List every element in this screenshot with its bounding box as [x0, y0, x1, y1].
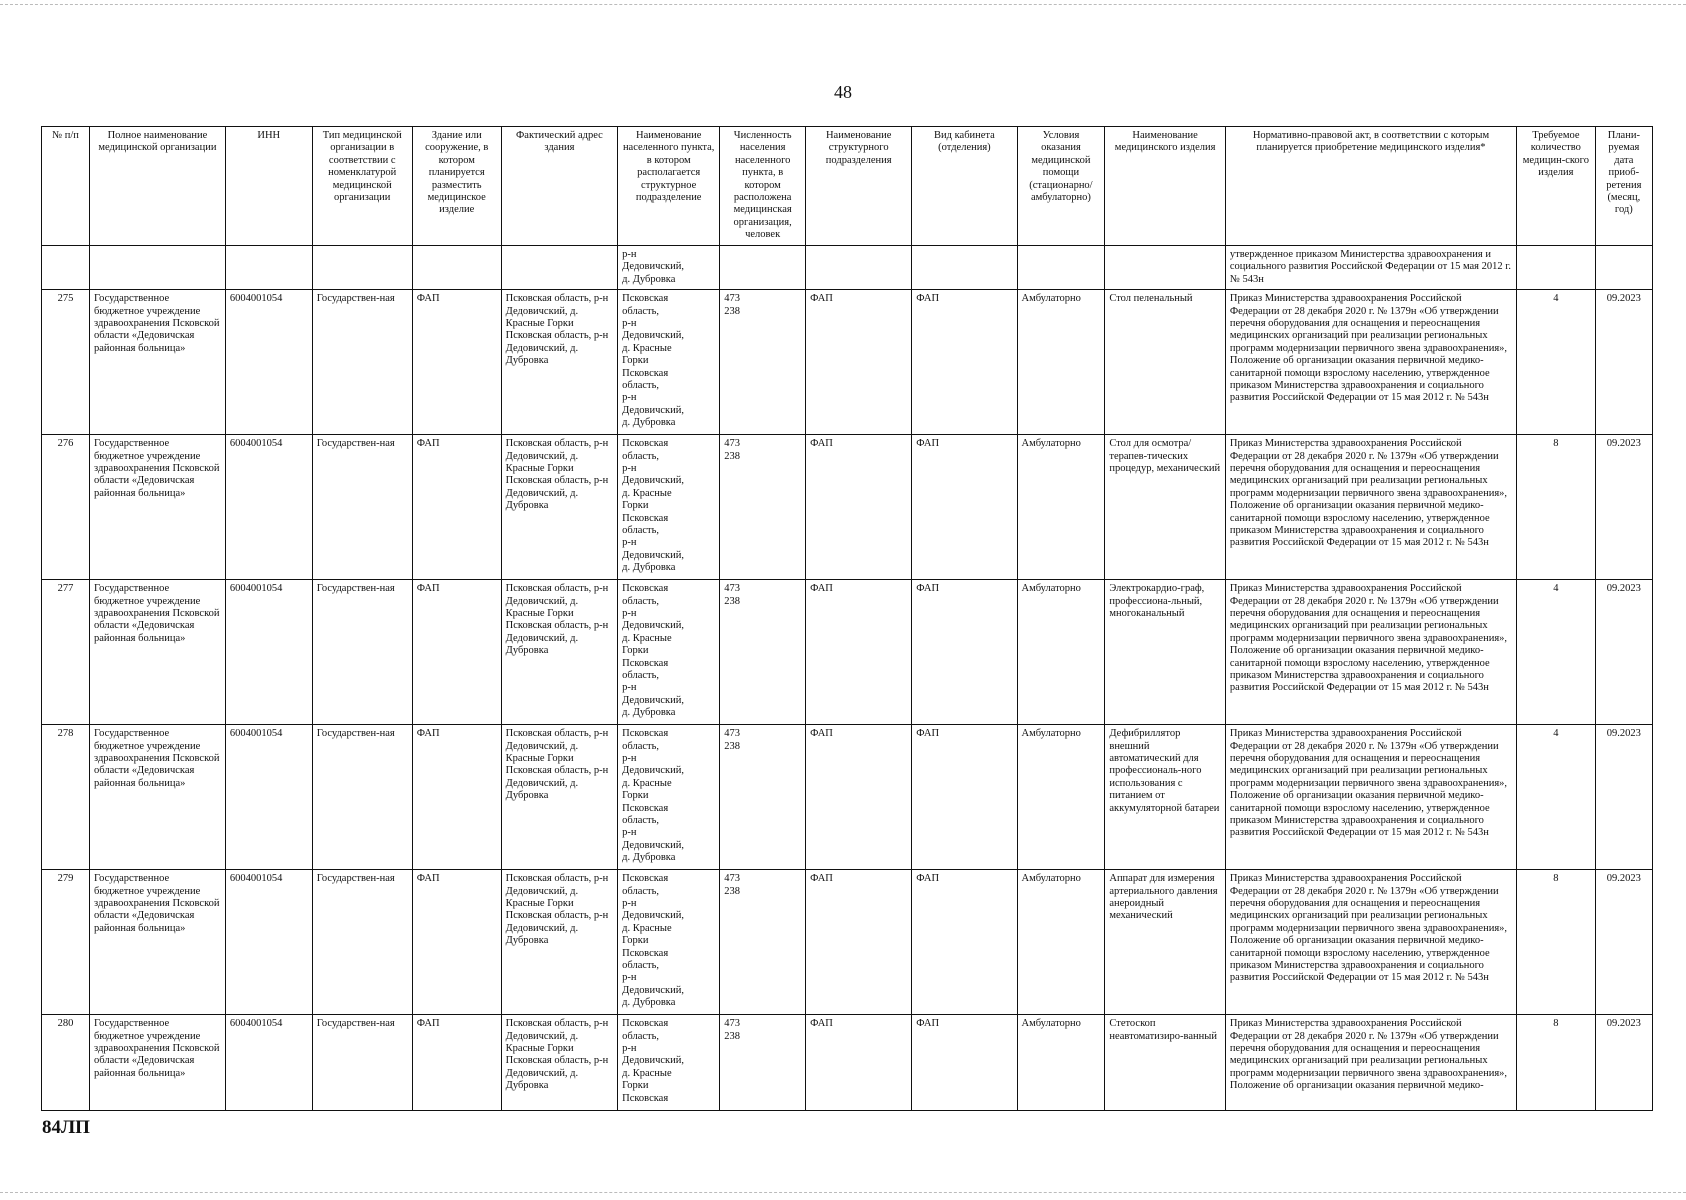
population-cell: 473 238: [720, 290, 806, 435]
legal-act-cell: Приказ Министерства здравоохранения Российской Федерации от 28 декабря 2020 г. № 1379н «Об утверждении перечня оборудования для оснащения и переоснащения медицинских организаций при реализации региональных программ модернизации первичного звена здравоохранения», Положение об организации оказания первичной медико-санитарной помощи взрослому населению, утвержденное приказом Министерства здравоохранения и социального развития Российской Федерации от 15 мая 2012 г. № 543н: [1225, 580, 1516, 725]
table-cell: [90, 246, 226, 290]
date-cell: 09.2023: [1595, 725, 1652, 870]
address-cell: Псковская область, р-н Дедовичский, д. Красные Горки Псковская область, р-н Дедовичский, д. Дубровка: [501, 1015, 617, 1111]
address-cell: Псковская область, р-н Дедовичский, д. Красные Горки Псковская область, р-н Дедовичский, д. Дубровка: [501, 290, 617, 435]
inn-cell: 6004001054: [225, 1015, 312, 1111]
unit-cell: ФАП: [806, 870, 912, 1015]
document-code: 84ЛП: [42, 1117, 90, 1138]
table-row: [42, 1015, 1653, 1111]
table-cell: [720, 246, 806, 290]
population-cell: 473 238: [720, 1015, 806, 1111]
header-cell: ИНН: [225, 127, 312, 246]
table-cell: [1017, 246, 1105, 290]
population-cell: 473 238: [720, 435, 806, 580]
date-cell: 09.2023: [1595, 435, 1652, 580]
legal-act-cell: Приказ Министерства здравоохранения Российской Федерации от 28 декабря 2020 г. № 1379н «Об утверждении перечня оборудования для оснащения и переоснащения медицинских организаций при реализации региональных программ модернизации первичного звена здравоохранения», Положение об организации оказания первичной медико-: [1225, 1015, 1516, 1111]
date-cell: 09.2023: [1595, 1015, 1652, 1111]
legal-act-cell: Приказ Министерства здравоохранения Российской Федерации от 28 декабря 2020 г. № 1379н «Об утверждении перечня оборудования для оснащения и переоснащения медицинских организаций при реализации региональных программ модернизации первичного звена здравоохранения», Положение об организации оказания первичной медико-санитарной помощи взрослому населению, утвержденное приказом Министерства здравоохранения и социального развития Российской Федерации от 15 мая 2012 г. № 543н: [1225, 435, 1516, 580]
table-row: [42, 870, 1653, 1015]
table-cell: [42, 246, 90, 290]
scan-edge-top: [0, 4, 1686, 5]
settlement-cell: Псковская область, р-н Дедовичский, д. Красные Горки Псковская: [618, 1015, 720, 1111]
building-cell: ФАП: [412, 725, 501, 870]
legal-act-cell: Приказ Министерства здравоохранения Российской Федерации от 28 декабря 2020 г. № 1379н «Об утверждении перечня оборудования для оснащения и переоснащения медицинских организаций при реализации региональных программ модернизации первичного звена здравоохранения», Положение об организации оказания первичной медико-санитарной помощи взрослому населению, утвержденное приказом Министерства здравоохранения и социального развития Российской Федерации от 15 мая 2012 г. № 543н: [1225, 870, 1516, 1015]
address-cell: Псковская область, р-н Дедовичский, д. Красные Горки Псковская область, р-н Дедовичский, д. Дубровка: [501, 580, 617, 725]
settlement-cell: Псковская область, р-н Дедовичский, д. Красные Горки Псковская область, р-н Дедовичский, д. Дубровка: [618, 725, 720, 870]
page-number: 48: [834, 82, 852, 102]
header-cell: Наименование структурного подразделения: [806, 127, 912, 246]
device-name-cell: Стол пеленальный: [1105, 290, 1226, 435]
table-cell: [312, 246, 412, 290]
device-name-cell: Стол для осмотра/терапев-тических процедур, механический: [1105, 435, 1226, 580]
header-cell: Тип медицинской организации в соответствии с номенклатурой медицинской организации: [312, 127, 412, 246]
table-cell: [1595, 246, 1652, 290]
table-cell: [501, 246, 617, 290]
org-type-cell: Государствен-ная: [312, 870, 412, 1015]
org-type-cell: Государствен-ная: [312, 1015, 412, 1111]
table-cell: [1105, 246, 1226, 290]
org-type-cell: Государствен-ная: [312, 435, 412, 580]
settlement-cell: Псковская область, р-н Дедовичский, д. Красные Горки Псковская область, р-н Дедовичский, д. Дубровка: [618, 580, 720, 725]
conditions-cell: Амбулаторно: [1017, 1015, 1105, 1111]
table-row: [42, 725, 1653, 870]
address-cell: Псковская область, р-н Дедовичский, д. Красные Горки Псковская область, р-н Дедовичский, д. Дубровка: [501, 725, 617, 870]
unit-cell: ФАП: [806, 1015, 912, 1111]
header-row: [42, 127, 1653, 246]
device-name-cell: Электрокардио-граф, профессиона-льный, многоканальный: [1105, 580, 1226, 725]
inn-cell: 6004001054: [225, 580, 312, 725]
legal-act-cell: утвержденное приказом Министерства здравоохранения и социального развития Российской Федерации от 15 мая 2012 г. № 543н: [1225, 246, 1516, 290]
device-name-cell: Дефибриллятор внешний автоматический для профессиональ-ного использования с питанием от аккумуляторной батареи: [1105, 725, 1226, 870]
unit-cell: ФАП: [806, 435, 912, 580]
row-number: 278: [42, 725, 90, 870]
header-cell: Наименование населенного пункта, в котором располагается структурное подразделение: [618, 127, 720, 246]
table-row: [42, 580, 1653, 725]
header-cell: Вид кабинета (отделения): [912, 127, 1017, 246]
legal-act-cell: Приказ Министерства здравоохранения Российской Федерации от 28 декабря 2020 г. № 1379н «Об утверждении перечня оборудования для оснащения и переоснащения медицинских организаций при реализации региональных программ модернизации первичного звена здравоохранения», Положение об организации оказания первичной медико-санитарной помощи взрослому населению, утвержденное приказом Министерства здравоохранения и социального развития Российской Федерации от 15 мая 2012 г. № 543н: [1225, 725, 1516, 870]
device-name-cell: Стетоскоп неавтоматизиро-ванный: [1105, 1015, 1226, 1111]
table-cell: [806, 246, 912, 290]
settlement-cell: Псковская область, р-н Дедовичский, д. Красные Горки Псковская область, р-н Дедовичский, д. Дубровка: [618, 435, 720, 580]
table-cell: [225, 246, 312, 290]
building-cell: ФАП: [412, 290, 501, 435]
header-cell: Здание или сооружение, в котором планируется разместить медицинское изделие: [412, 127, 501, 246]
org-type-cell: Государствен-ная: [312, 290, 412, 435]
legal-act-cell: Приказ Министерства здравоохранения Российской Федерации от 28 декабря 2020 г. № 1379н «Об утверждении перечня оборудования для оснащения и переоснащения медицинских организаций при реализации региональных программ модернизации первичного звена здравоохранения», Положение об организации оказания первичной медико-санитарной помощи взрослому населению, утвержденное приказом Министерства здравоохранения и социального развития Российской Федерации от 15 мая 2012 г. № 543н: [1225, 290, 1516, 435]
settlement-cell: Псковская область, р-н Дедовичский, д. Красные Горки Псковская область, р-н Дедовичский, д. Дубровка: [618, 290, 720, 435]
conditions-cell: Амбулаторно: [1017, 435, 1105, 580]
address-cell: Псковская область, р-н Дедовичский, д. Красные Горки Псковская область, р-н Дедовичский, д. Дубровка: [501, 870, 617, 1015]
organization-name: Государственное бюджетное учреждение здравоохранения Псковской области «Дедовичская районная больница»: [90, 725, 226, 870]
conditions-cell: Амбулаторно: [1017, 290, 1105, 435]
device-name-cell: Аппарат для измерения артериального давления анероидный механический: [1105, 870, 1226, 1015]
conditions-cell: Амбулаторно: [1017, 870, 1105, 1015]
population-cell: 473 238: [720, 580, 806, 725]
building-cell: ФАП: [412, 870, 501, 1015]
header-cell: Нормативно-правовой акт, в соответствии с которым планируется приобретение медицинского изделия*: [1225, 127, 1516, 246]
cabinet-cell: ФАП: [912, 725, 1017, 870]
cabinet-cell: ФАП: [912, 435, 1017, 580]
quantity-cell: 8: [1517, 435, 1596, 580]
population-cell: 473 238: [720, 870, 806, 1015]
table-cell: [412, 246, 501, 290]
conditions-cell: Амбулаторно: [1017, 725, 1105, 870]
table-row: [42, 290, 1653, 435]
inn-cell: 6004001054: [225, 725, 312, 870]
population-cell: 473 238: [720, 725, 806, 870]
header-cell: Требуемое количество медицин-ского изделия: [1517, 127, 1596, 246]
header-cell: Численность населения населенного пункта, в котором расположена медицинская организация, человек: [720, 127, 806, 246]
quantity-cell: 4: [1517, 580, 1596, 725]
organization-name: Государственное бюджетное учреждение здравоохранения Псковской области «Дедовичская районная больница»: [90, 435, 226, 580]
row-number: 276: [42, 435, 90, 580]
organization-name: Государственное бюджетное учреждение здравоохранения Псковской области «Дедовичская районная больница»: [90, 290, 226, 435]
equipment-table: [41, 126, 1653, 1111]
cabinet-cell: ФАП: [912, 290, 1017, 435]
org-type-cell: Государствен-ная: [312, 580, 412, 725]
header-cell: Условия оказания медицинской помощи (стационарно/ амбулаторно): [1017, 127, 1105, 246]
row-number: 277: [42, 580, 90, 725]
organization-name: Государственное бюджетное учреждение здравоохранения Псковской области «Дедовичская районная больница»: [90, 870, 226, 1015]
building-cell: ФАП: [412, 1015, 501, 1111]
header-cell: Наименование медицинского изделия: [1105, 127, 1226, 246]
building-cell: ФАП: [412, 435, 501, 580]
settlement-cell: р-н Дедовичский, д. Дубровка: [618, 246, 720, 290]
cabinet-cell: ФАП: [912, 580, 1017, 725]
inn-cell: 6004001054: [225, 870, 312, 1015]
header-cell: № п/п: [42, 127, 90, 246]
cabinet-cell: ФАП: [912, 870, 1017, 1015]
table-row: [42, 435, 1653, 580]
quantity-cell: 4: [1517, 290, 1596, 435]
row-number: 279: [42, 870, 90, 1015]
quantity-cell: 8: [1517, 870, 1596, 1015]
address-cell: Псковская область, р-н Дедовичский, д. Красные Горки Псковская область, р-н Дедовичский, д. Дубровка: [501, 435, 617, 580]
unit-cell: ФАП: [806, 580, 912, 725]
inn-cell: 6004001054: [225, 290, 312, 435]
organization-name: Государственное бюджетное учреждение здравоохранения Псковской области «Дедовичская районная больница»: [90, 1015, 226, 1111]
unit-cell: ФАП: [806, 725, 912, 870]
header-cell: Фактический адрес здания: [501, 127, 617, 246]
row-number: 275: [42, 290, 90, 435]
unit-cell: ФАП: [806, 290, 912, 435]
date-cell: 09.2023: [1595, 290, 1652, 435]
organization-name: Государственное бюджетное учреждение здравоохранения Псковской области «Дедовичская районная больница»: [90, 580, 226, 725]
quantity-cell: 4: [1517, 725, 1596, 870]
cabinet-cell: ФАП: [912, 1015, 1017, 1111]
settlement-cell: Псковская область, р-н Дедовичский, д. Красные Горки Псковская область, р-н Дедовичский, д. Дубровка: [618, 870, 720, 1015]
header-cell: Плани-руемая дата приоб-ретения (месяц, год): [1595, 127, 1652, 246]
table-cell: [912, 246, 1017, 290]
building-cell: ФАП: [412, 580, 501, 725]
conditions-cell: Амбулаторно: [1017, 580, 1105, 725]
inn-cell: 6004001054: [225, 435, 312, 580]
scan-edge-bottom: [0, 1192, 1686, 1193]
quantity-cell: 8: [1517, 1015, 1596, 1111]
header-cell: Полное наименование медицинской организации: [90, 127, 226, 246]
table-cell: [1517, 246, 1596, 290]
date-cell: 09.2023: [1595, 580, 1652, 725]
continuation-row: [42, 246, 1653, 290]
date-cell: 09.2023: [1595, 870, 1652, 1015]
row-number: 280: [42, 1015, 90, 1111]
org-type-cell: Государствен-ная: [312, 725, 412, 870]
